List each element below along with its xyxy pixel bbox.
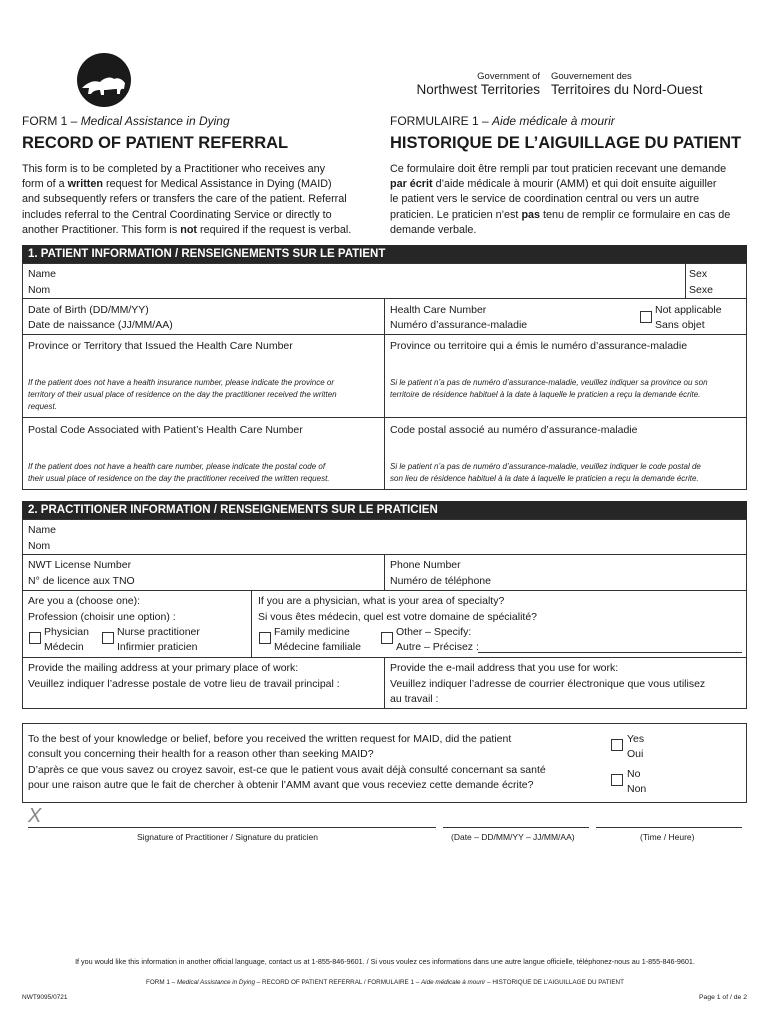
oui-label: Oui xyxy=(627,748,644,760)
other-label-en: Other – Specify: xyxy=(396,626,472,638)
question-en-2: consult you concerning their health for a reason other than seeking MAID? xyxy=(28,748,374,760)
not-applicable-label-fr: Sans objet xyxy=(655,319,705,331)
postal-label-en: Postal Code Associated with Patient’s Health Care Number xyxy=(28,424,303,436)
form-label-fr: FORMULAIRE 1 – Aide médicale à mourir xyxy=(390,114,615,128)
gnwt-logo xyxy=(76,52,132,108)
no-checkbox[interactable] xyxy=(611,774,623,786)
practitioner-name-label-fr: Nom xyxy=(28,540,51,552)
gov-fr-line2: Territoires du Nord-Ouest xyxy=(551,82,703,97)
yes-label: Yes xyxy=(627,733,645,745)
government-en-name xyxy=(408,71,540,98)
sex-label-en: Sex xyxy=(689,268,708,280)
province-note-en-1: If the patient does not have a health insurance number, please indicate the province or xyxy=(28,378,334,387)
language-notice: If you would like this information in another official language, contact us at 1-855-846-9601. / Si vous voulez ces informations dans une autre langue officielle, téléphonez-nous au 1-855-846-9601. xyxy=(75,957,695,966)
mailing-label-fr: Veuillez indiquer l’adresse postale de votre lieu de travail principal : xyxy=(28,678,340,690)
physician-label-en: Physician xyxy=(44,626,89,638)
gov-en-line1: Government of xyxy=(477,71,540,82)
province-note-en-2: territory of their usual place of residence on the day the practitioner received the written xyxy=(28,390,337,399)
signature-x-mark: X xyxy=(28,805,42,827)
section2-header: 2. PRACTITIONER INFORMATION / RENSEIGNEMENTS SUR LE PRATICIEN xyxy=(22,501,747,519)
province-note-fr-2: territoire de résidence habituel à la date à laquelle le praticien a reçu la demande écrite. xyxy=(390,390,701,399)
province-note-en-3: request. xyxy=(28,402,57,411)
dob-label-fr: Date de naissance (JJ/MM/AA) xyxy=(28,319,173,331)
postal-label-fr: Code postal associé au numéro d’assurance-maladie xyxy=(390,424,638,436)
sex-label-fr: Sexe xyxy=(689,284,713,296)
nurse-practitioner-checkbox[interactable] xyxy=(102,632,114,644)
province-label-en: Province or Territory that Issued the Health Care Number xyxy=(28,340,293,352)
patient-name-label-en: Name xyxy=(28,268,57,280)
date-line[interactable] xyxy=(443,827,589,828)
nurse-label-fr: Infirmier praticien xyxy=(117,641,198,653)
email-label-en: Provide the e-mail address that you use for work: xyxy=(390,662,619,674)
license-label-en: NWT License Number xyxy=(28,559,132,571)
yes-checkbox[interactable] xyxy=(611,739,623,751)
profession-label-en: Are you a (choose one): xyxy=(28,595,141,607)
other-specialty-checkbox[interactable] xyxy=(381,632,393,644)
postal-note-en-2: their usual place of residence on the day the practitioner received the written request. xyxy=(28,474,330,483)
form-code: NWT9095/0721 xyxy=(22,994,68,1001)
no-label: No xyxy=(627,768,641,780)
phone-label-en: Phone Number xyxy=(390,559,461,571)
page-title-en: RECORD OF PATIENT REFERRAL xyxy=(22,134,289,152)
signature-line[interactable] xyxy=(28,827,436,828)
province-label-fr: Province ou territoire qui a émis le numéro d’assurance-maladie xyxy=(390,340,688,352)
postal-note-fr-1: Si le patient n’a pas de numéro d’assurance-maladie, veuillez indiquer le code postal de xyxy=(390,462,701,471)
profession-label-fr: Profession (choisir une option) : xyxy=(28,611,176,623)
question-fr-2: pour une raison autre que le fait de chercher à obtenir l’AMM avant que vous receviez cette demande écrite? xyxy=(28,779,534,791)
non-label: Non xyxy=(627,783,647,795)
specialty-label-en: If you are a physician, what is your area of specialty? xyxy=(258,595,505,607)
hcn-label-en: Health Care Number xyxy=(390,304,487,316)
signature-label: Signature of Practitioner / Signature du praticien xyxy=(137,832,318,842)
other-label-fr: Autre – Précisez : xyxy=(396,641,479,653)
other-specify-input[interactable] xyxy=(478,652,742,653)
section1-header: 1. PATIENT INFORMATION / RENSEIGNEMENTS SUR LE PATIENT xyxy=(22,245,747,263)
nurse-label-en: Nurse practitioner xyxy=(117,626,200,638)
not-applicable-label-en: Not applicable xyxy=(655,304,722,316)
family-medicine-checkbox[interactable] xyxy=(259,632,271,644)
question-en-1: To the best of your knowledge or belief, before you received the written request for MAID, did the patient xyxy=(28,733,512,745)
practitioner-name-label-en: Name xyxy=(28,524,57,536)
specialty-label-fr: Si vous êtes médecin, quel est votre domaine de spécialité? xyxy=(258,611,537,623)
email-label-fr-1: Veuillez indiquer l’adresse de courrier électronique que vous utilisez xyxy=(390,678,706,690)
license-label-fr: N° de licence aux TNO xyxy=(28,575,135,587)
province-note-fr-1: Si le patient n’a pas de numéro d’assurance-maladie, veuillez indiquer sa province ou son xyxy=(390,378,708,387)
email-label-fr-2: au travail : xyxy=(390,693,439,705)
form-label-en: FORM 1 – Medical Assistance in Dying xyxy=(22,114,230,128)
family-medicine-label-fr: Médecine familiale xyxy=(274,641,361,653)
date-label: (Date – DD/MM/YY – JJ/MM/AA) xyxy=(451,832,575,842)
time-label: (Time / Heure) xyxy=(640,832,695,842)
phone-label-fr: Numéro de téléphone xyxy=(390,575,491,587)
physician-checkbox[interactable] xyxy=(29,632,41,644)
dob-label-en: Date of Birth (DD/MM/YY) xyxy=(28,304,149,316)
family-medicine-label-en: Family medicine xyxy=(274,626,350,638)
government-fr-name xyxy=(551,71,703,98)
intro-en: This form is to be completed by a Practitioner who receives any form of a written request for Medical Assistance in Dying (MAID) and subsequently refers or transfers the care of the patient. Referral includes referral to the Central Coordinating Service or directly to another Practitioner. This form is not required if the request is verbal. xyxy=(22,163,352,236)
page-title-fr: HISTORIQUE DE L’AIGUILLAGE DU PATIENT xyxy=(390,134,742,152)
intro-fr: Ce formulaire doit être rempli par tout praticien recevant une demande par écrit d’aide médicale à mourir (AMM) et qui doit ensuite aiguiller le patient vers le service de coordination central ou vers un autre praticien. Le praticien n’est pas tenu de remplir ce formulaire en cas de demande verbale. xyxy=(390,163,731,236)
gov-en-line2: Northwest Territories xyxy=(416,82,540,97)
mailing-label-en: Provide the mailing address at your primary place of work: xyxy=(28,662,299,674)
physician-label-fr: Médecin xyxy=(44,641,84,653)
question-fr-1: D’après ce que vous savez ou croyez savoir, est-ce que le patient vous avait déjà consulté concernant sa santé xyxy=(28,764,546,776)
postal-note-en-1: If the patient does not have a health care number, please indicate the postal code of xyxy=(28,462,326,471)
not-applicable-checkbox[interactable] xyxy=(640,311,652,323)
footer-form-title: FORM 1 – Medical Assistance in Dying – RECORD OF PATIENT REFERRAL / FORMULAIRE 1 – Aide médicale à mourir – HISTORIQUE DE L’AIGUILLAGE DU PATIENT xyxy=(146,979,624,986)
patient-name-field[interactable] xyxy=(22,263,686,299)
gov-fr-line1: Gouvernement des xyxy=(551,71,632,82)
patient-name-label-fr: Nom xyxy=(28,284,51,296)
time-line[interactable] xyxy=(596,827,742,828)
page-number: Page 1 of / de 2 xyxy=(699,994,747,1001)
postal-note-fr-2: son lieu de résidence habituel à la date à laquelle le praticien a reçu la demande écrite. xyxy=(390,474,699,483)
practitioner-name-field[interactable] xyxy=(22,519,747,555)
hcn-label-fr: Numéro d’assurance-maladie xyxy=(390,319,528,331)
